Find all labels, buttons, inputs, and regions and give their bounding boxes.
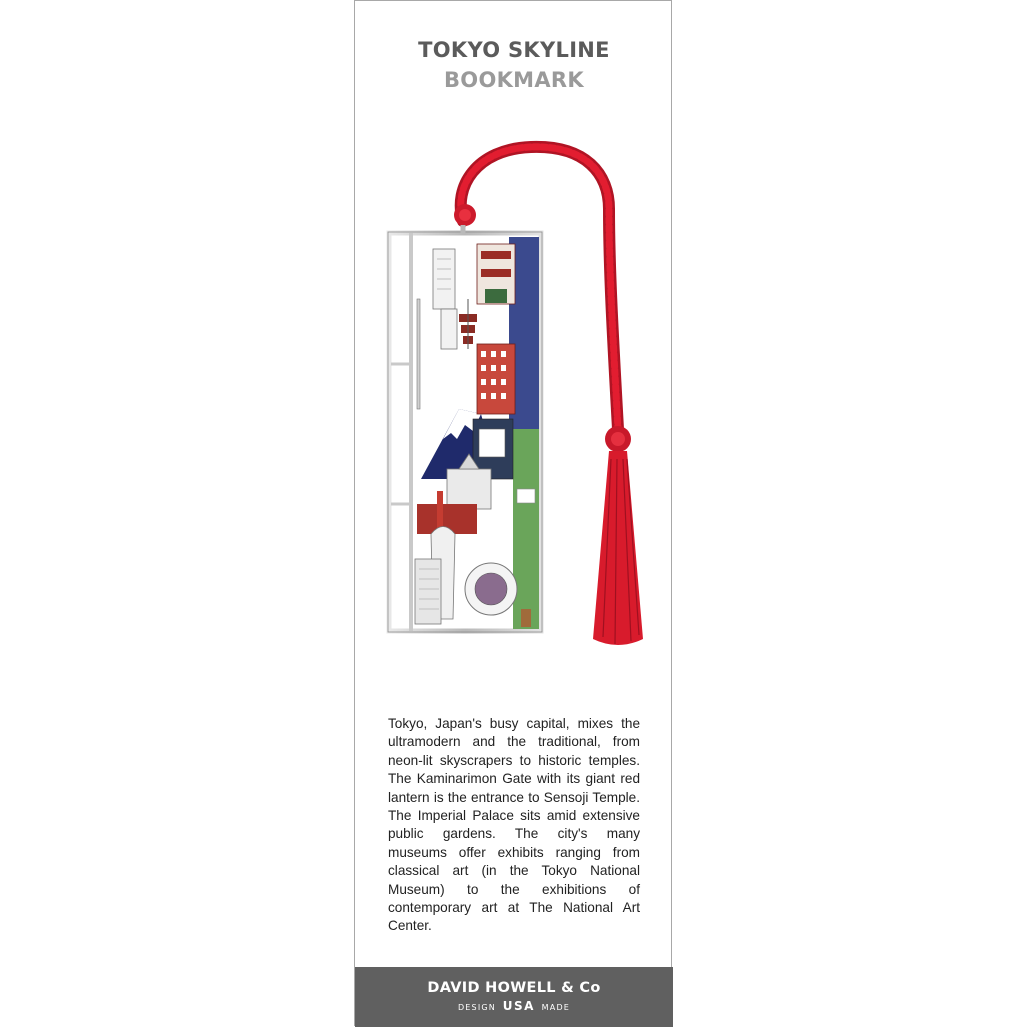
brand-logo: DAVID HOWELL & Co [427,980,601,996]
tagline-usa: USA [502,999,535,1013]
skyline [415,237,539,629]
tassel [593,451,643,645]
brand-tagline [355,999,673,1013]
bookmark-image [381,139,661,654]
product-description: Tokyo, Japan's busy capital, mixes the ultramodern and the traditional, from neon-lit skyscrapers to historic temples. The Kaminarimon Gate with its giant red lantern is the entrance to Sensoji Temple. The Imperial Palace sits amid extensive public gardens. The city's many museums offer exhibits ranging from classical art (in the Tokyo National Museum) to the exhibitions of contemporary art at The National Art Center. [388,716,640,934]
brand-footer [355,967,673,1027]
tagline-design: DESIGN [457,1003,496,1012]
product-subtitle: BOOKMARK [444,68,584,92]
tagline-made: MADE [541,1003,571,1012]
product-title: TOKYO SKYLINE [418,38,610,62]
product-card [354,0,672,1026]
